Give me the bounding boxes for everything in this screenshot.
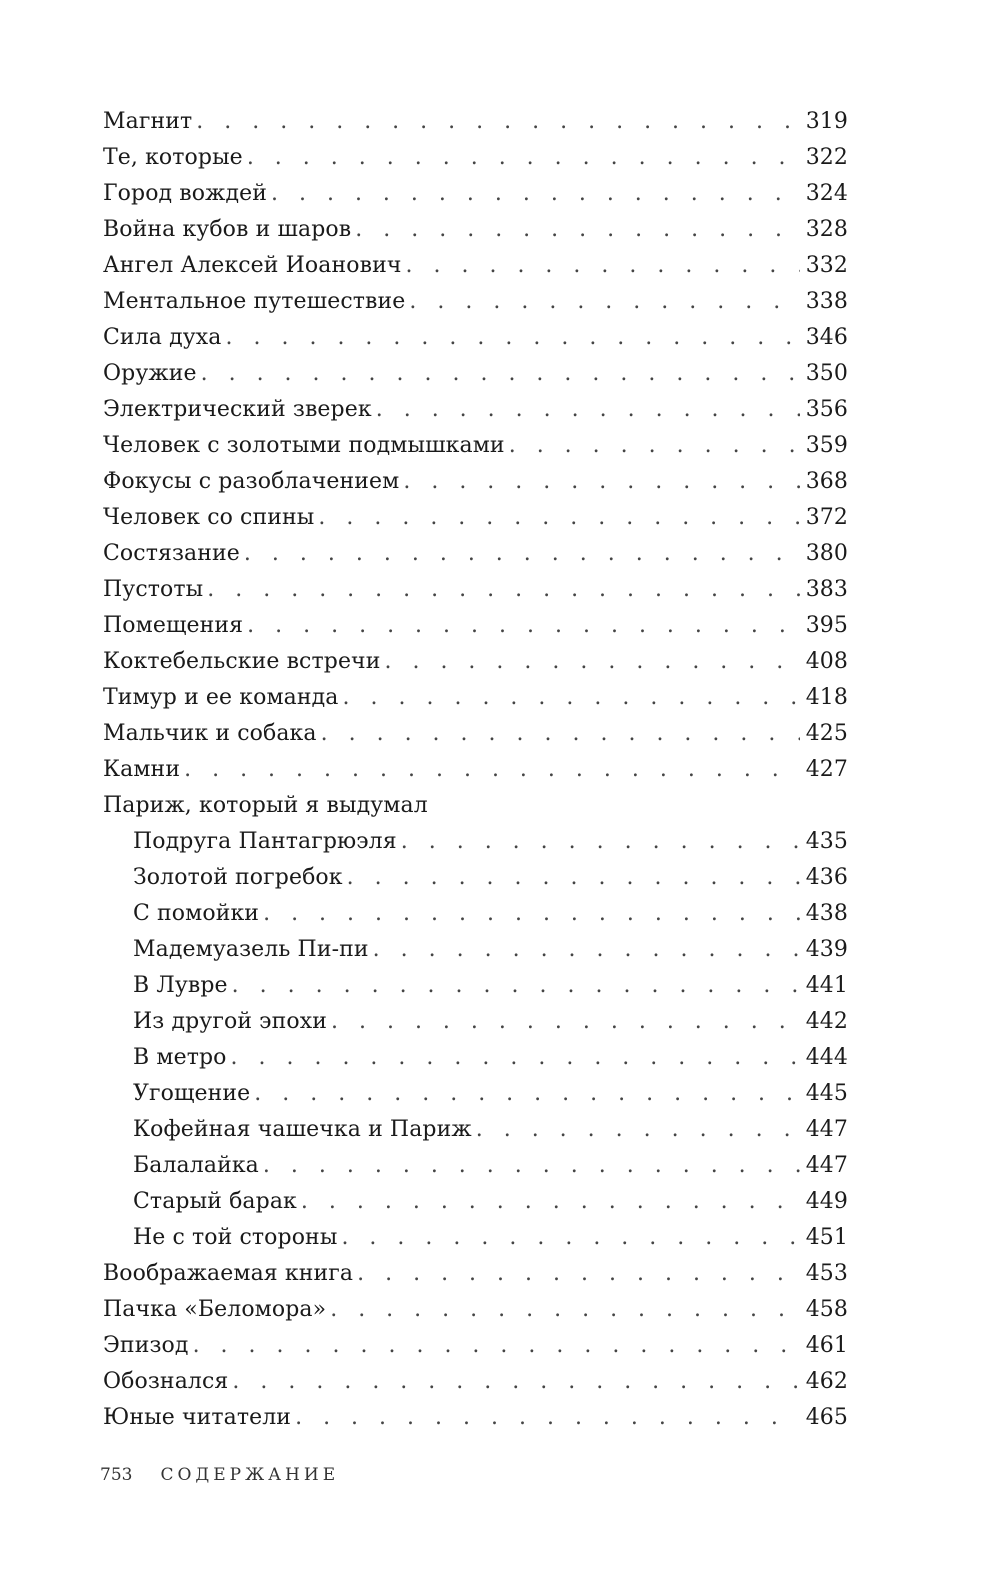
toc-entry-title: Город вождей xyxy=(103,181,267,206)
dot-leader xyxy=(184,752,800,788)
toc-entry-page: 435 xyxy=(805,829,848,854)
dot-leader xyxy=(295,1400,800,1436)
toc-entry-page: 418 xyxy=(805,685,848,710)
toc-entry-title: Париж, который я выдумал xyxy=(103,793,428,818)
dot-leader xyxy=(403,464,799,500)
toc-entry-page: 328 xyxy=(805,217,848,242)
dot-leader xyxy=(301,1184,800,1220)
dot-leader xyxy=(406,248,800,284)
toc-entry-page: 462 xyxy=(805,1369,848,1394)
toc-entry xyxy=(103,428,848,464)
toc-subentry xyxy=(103,968,848,1004)
toc-entry-title: Воображаемая книга xyxy=(103,1261,354,1286)
toc-entry-title: Коктебельские встречи xyxy=(103,649,381,674)
toc-entry xyxy=(103,572,848,608)
toc-subentry xyxy=(103,1220,848,1256)
dot-leader xyxy=(476,1112,800,1148)
dot-leader xyxy=(330,1292,800,1328)
toc-entry xyxy=(103,788,848,824)
dot-leader xyxy=(321,716,800,752)
toc-entry-title: Фокусы с разоблачением xyxy=(103,469,400,494)
toc-entry xyxy=(103,140,848,176)
toc-entry-page: 438 xyxy=(805,901,848,926)
toc-entry-title: Магнит xyxy=(103,109,193,134)
toc-entry-page: 395 xyxy=(805,613,848,638)
toc-entry-title: Угощение xyxy=(133,1081,251,1106)
toc-entry-title: Состязание xyxy=(103,541,240,566)
toc-entry-page: 441 xyxy=(805,973,848,998)
table-of-contents xyxy=(103,104,848,1436)
dot-leader xyxy=(271,176,800,212)
toc-subentry xyxy=(103,824,848,860)
toc-entry-page: 338 xyxy=(805,289,848,314)
toc-entry xyxy=(103,1292,848,1328)
toc-entry-page: 458 xyxy=(805,1297,848,1322)
toc-entry-title: Электрический зверек xyxy=(103,397,372,422)
toc-entry-page: 322 xyxy=(805,145,848,170)
toc-subentry xyxy=(103,1040,848,1076)
toc-subentry xyxy=(103,1148,848,1184)
running-header: СОДЕРЖАНИЕ xyxy=(160,1465,340,1485)
toc-entry xyxy=(103,500,848,536)
toc-entry xyxy=(103,464,848,500)
toc-entry xyxy=(103,644,848,680)
toc-subentry xyxy=(103,1004,848,1040)
toc-entry-title: Оружие xyxy=(103,361,197,386)
toc-entry xyxy=(103,1328,848,1364)
dot-leader xyxy=(409,284,799,320)
dot-leader xyxy=(231,1040,800,1076)
toc-entry-page: 380 xyxy=(805,541,848,566)
toc-entry-title: Не с той стороны xyxy=(133,1225,338,1250)
dot-leader xyxy=(357,1256,800,1292)
toc-entry-page: 461 xyxy=(805,1333,848,1358)
page-footer xyxy=(100,1465,339,1485)
toc-entry-title: В метро xyxy=(133,1045,227,1070)
toc-entry-title: Эпизод xyxy=(103,1333,189,1358)
toc-entry-title: Человек со спины xyxy=(103,505,315,530)
toc-entry-page: 436 xyxy=(805,865,848,890)
toc-entry-title: Ангел Алексей Иоанович xyxy=(103,253,402,278)
toc-entry xyxy=(103,248,848,284)
toc-entry-page: 383 xyxy=(805,577,848,602)
dot-leader xyxy=(263,1148,800,1184)
toc-entry-title: Пустоты xyxy=(103,577,204,602)
toc-entry xyxy=(103,752,848,788)
toc-entry-page: 408 xyxy=(805,649,848,674)
dot-leader xyxy=(247,608,800,644)
toc-subentry xyxy=(103,932,848,968)
toc-subentry xyxy=(103,1076,848,1112)
toc-subentry xyxy=(103,860,848,896)
toc-entry-title: Камни xyxy=(103,757,181,782)
dot-leader xyxy=(226,320,800,356)
dot-leader xyxy=(244,536,800,572)
toc-entry xyxy=(103,608,848,644)
toc-entry-page: 319 xyxy=(805,109,848,134)
toc-entry-title: Пачка «Беломора» xyxy=(103,1297,327,1322)
toc-entry-page: 372 xyxy=(805,505,848,530)
dot-leader xyxy=(201,356,800,392)
dot-leader xyxy=(232,968,800,1004)
toc-entry-title: Мальчик и собака xyxy=(103,721,317,746)
toc-entry-title: Ментальное путешествие xyxy=(103,289,406,314)
toc-entry-page: 427 xyxy=(805,757,848,782)
toc-entry xyxy=(103,356,848,392)
toc-entry-title: Мадемуазель Пи-пи xyxy=(133,937,369,962)
toc-entry-page: 465 xyxy=(805,1405,848,1430)
toc-entry-page: 324 xyxy=(805,181,848,206)
toc-entry-page: 447 xyxy=(805,1153,848,1178)
toc-entry xyxy=(103,1256,848,1292)
toc-entry-page: 425 xyxy=(805,721,848,746)
dot-leader xyxy=(401,824,800,860)
toc-entry xyxy=(103,284,848,320)
toc-entry xyxy=(103,716,848,752)
toc-entry-title: В Лувре xyxy=(133,973,228,998)
toc-entry-title: Помещения xyxy=(103,613,244,638)
toc-entry-page: 444 xyxy=(805,1045,848,1070)
dot-leader xyxy=(384,644,799,680)
toc-entry-title: Юные читатели xyxy=(103,1405,292,1430)
toc-entry xyxy=(103,392,848,428)
toc-entry-page: 332 xyxy=(805,253,848,278)
toc-entry-title: С помойки xyxy=(133,901,260,926)
toc-entry xyxy=(103,104,848,140)
toc-entry-page: 346 xyxy=(805,325,848,350)
dot-leader xyxy=(343,680,800,716)
toc-entry-title: Балалайка xyxy=(133,1153,259,1178)
toc-entry-title: Сила духа xyxy=(103,325,222,350)
toc-entry-title: Человек с золотыми подмышками xyxy=(103,433,505,458)
dot-leader xyxy=(341,1220,799,1256)
toc-entry xyxy=(103,176,848,212)
dot-leader xyxy=(207,572,799,608)
dot-leader xyxy=(509,428,800,464)
toc-entry-page: 445 xyxy=(805,1081,848,1106)
toc-entry-title: Из другой эпохи xyxy=(133,1009,327,1034)
toc-entry-title: Кофейная чашечка и Париж xyxy=(133,1117,472,1142)
dot-leader xyxy=(232,1364,799,1400)
toc-entry-title: Старый барак xyxy=(133,1189,297,1214)
toc-entry-page: 350 xyxy=(805,361,848,386)
toc-entry-title: Война кубов и шаров xyxy=(103,217,352,242)
toc-entry-page: 447 xyxy=(805,1117,848,1142)
toc-entry-page: 442 xyxy=(805,1009,848,1034)
toc-entry-page: 449 xyxy=(805,1189,848,1214)
toc-entry xyxy=(103,1364,848,1400)
toc-entry xyxy=(103,212,848,248)
dot-leader xyxy=(193,1328,800,1364)
toc-entry xyxy=(103,1400,848,1436)
toc-entry-page: 359 xyxy=(805,433,848,458)
toc-subentry xyxy=(103,1112,848,1148)
toc-entry-page: 451 xyxy=(805,1225,848,1250)
toc-entry xyxy=(103,320,848,356)
page-number: 753 xyxy=(100,1465,133,1485)
dot-leader xyxy=(331,1004,800,1040)
toc-entry-page: 368 xyxy=(805,469,848,494)
dot-leader xyxy=(247,140,800,176)
dot-leader xyxy=(318,500,799,536)
dot-leader xyxy=(263,896,800,932)
toc-entry-title: Обознался xyxy=(103,1369,229,1394)
toc-entry-title: Тимур и ее команда xyxy=(103,685,339,710)
toc-subentry xyxy=(103,1184,848,1220)
dot-leader xyxy=(196,104,799,140)
toc-entry-page: 439 xyxy=(805,937,848,962)
toc-entry-page: 356 xyxy=(805,397,848,422)
dot-leader xyxy=(254,1076,799,1112)
dot-leader xyxy=(355,212,799,248)
toc-entry-page: 453 xyxy=(805,1261,848,1286)
toc-entry xyxy=(103,680,848,716)
toc-entry-title: Золотой погребок xyxy=(133,865,343,890)
toc-entry xyxy=(103,536,848,572)
toc-subentry xyxy=(103,896,848,932)
dot-leader xyxy=(376,392,800,428)
toc-entry-title: Те, которые xyxy=(103,145,243,170)
toc-entry-title: Подруга Пантагрюэля xyxy=(133,829,397,854)
dot-leader xyxy=(347,860,800,896)
dot-leader xyxy=(373,932,800,968)
